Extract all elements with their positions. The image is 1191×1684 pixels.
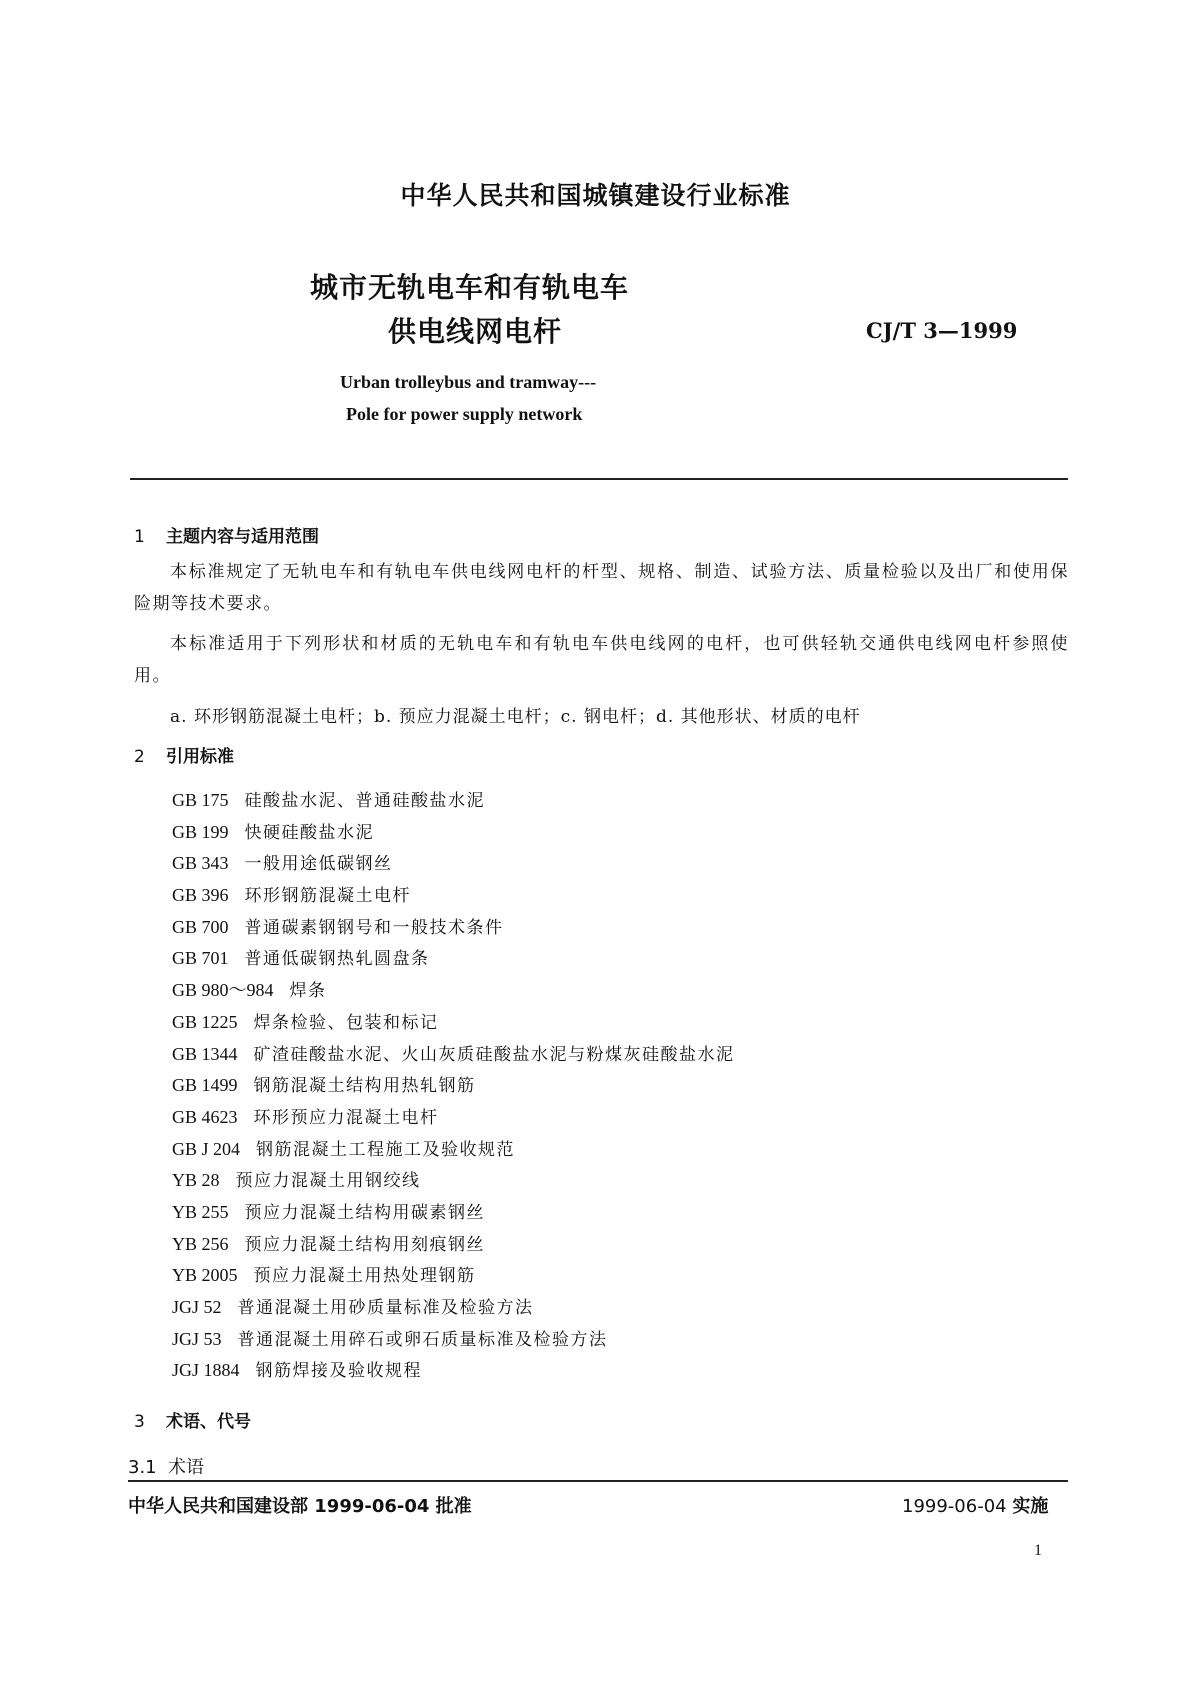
list-item <box>172 1230 735 1262</box>
list-item <box>172 818 735 850</box>
title-line-2: 供电线网电杆 <box>388 315 563 348</box>
ref-title: 焊条检验、包装和标记 <box>253 1012 439 1033</box>
ref-code: YB 28 <box>172 1170 220 1191</box>
section-3-title: 术语、代号 <box>166 1412 251 1432</box>
ref-title: 钢筋混凝土结构用热轧钢筋 <box>253 1076 476 1097</box>
list-item <box>172 1261 735 1293</box>
ref-title: 预应力混凝土结构用碳素钢丝 <box>244 1202 486 1223</box>
ref-code: GB 980～984 <box>172 980 274 1001</box>
ref-code: GB 701 <box>172 948 229 969</box>
list-item <box>172 1356 735 1388</box>
ref-code: GB 396 <box>172 885 229 906</box>
ref-title: 一般用途低碳钢丝 <box>244 854 393 875</box>
ref-title: 环形钢筋混凝土电杆 <box>244 886 412 907</box>
list-item <box>172 786 735 818</box>
section-1-pole-types: a. 环形钢筋混凝土电杆；b. 预应力混凝土电杆；c. 钢电杆；d. 其他形状、材质的电杆 <box>170 707 861 727</box>
ref-code: JGJ 1884 <box>172 1360 240 1381</box>
ref-code: GB 343 <box>172 853 229 874</box>
list-item <box>172 1135 735 1167</box>
list-item <box>172 849 735 881</box>
list-item <box>172 944 735 976</box>
ref-code: GB 1225 <box>172 1011 238 1032</box>
ref-code: YB 2005 <box>172 1265 238 1286</box>
ref-code: GB 1344 <box>172 1043 238 1064</box>
english-title-line-1: Urban trolleybus and tramway--- <box>340 372 597 392</box>
section-2-heading <box>134 742 234 767</box>
ref-title: 钢筋焊接及验收规程 <box>255 1361 423 1382</box>
ref-code: YB 255 <box>172 1201 229 1222</box>
section-3-heading <box>134 1407 251 1432</box>
ref-code: GB 199 <box>172 821 229 842</box>
subsection-3-1 <box>128 1453 204 1479</box>
ref-code: JGJ 53 <box>172 1328 222 1349</box>
list-item <box>172 1293 735 1325</box>
section-1-number: 1 <box>134 527 145 547</box>
section-1-title: 主题内容与适用范围 <box>166 527 319 547</box>
subsection-3-1-title: 术语 <box>168 1457 204 1478</box>
list-item <box>172 1166 735 1198</box>
ref-code: GB 175 <box>172 790 229 810</box>
subsection-3-1-number: 3.1 <box>128 1457 157 1478</box>
ref-title: 预应力混凝土用钢绞线 <box>235 1171 421 1192</box>
footer-divider <box>128 1480 1068 1482</box>
section-2-number: 2 <box>134 747 145 767</box>
ref-title: 环形预应力混凝土电杆 <box>253 1107 439 1128</box>
ref-title: 普通混凝土用砂质量标准及检验方法 <box>237 1298 534 1318</box>
ref-code: YB 256 <box>172 1233 229 1254</box>
list-item <box>172 1008 735 1040</box>
page-number: 1 <box>1034 1542 1042 1559</box>
standard-code: CJ/T 3—1999 <box>866 318 1018 343</box>
list-item <box>172 881 735 913</box>
list-item <box>172 1071 735 1103</box>
ref-code: JGJ 52 <box>172 1297 222 1317</box>
section-2-title: 引用标准 <box>166 747 234 767</box>
ref-title: 普通混凝土用碎石或卵石质量标准及检验方法 <box>237 1329 608 1350</box>
reference-standards-list <box>172 786 735 1388</box>
ref-title: 焊条 <box>289 981 327 1002</box>
ref-title: 预应力混凝土用热处理钢筋 <box>253 1266 476 1287</box>
issuer-heading: 中华人民共和国城镇建设行业标准 <box>400 181 791 210</box>
ref-title: 钢筋混凝土工程施工及验收规范 <box>256 1139 516 1160</box>
ref-code: GB 700 <box>172 916 229 937</box>
list-item <box>172 976 735 1008</box>
effective-date: 1999-06-04 <box>902 1496 1007 1517</box>
english-title-line-2: Pole for power supply network <box>346 404 583 424</box>
list-item <box>172 1103 735 1135</box>
ref-title: 矿渣硅酸盐水泥、火山灰质硅酸盐水泥与粉煤灰硅酸盐水泥 <box>253 1044 735 1065</box>
ref-title: 普通低碳钢热轧圆盘条 <box>244 949 430 970</box>
title-line-1: 城市无轨电车和有轨电车 <box>310 271 630 304</box>
ref-code: GB J 204 <box>172 1138 241 1159</box>
section-1-paragraph-1: 本标准规定了无轨电车和有轨电车供电线网电杆的杆型、规格、制造、试验方法、质量检验以及出厂和使用保险期等技术要求。 <box>134 562 1069 614</box>
list-item <box>172 1325 735 1357</box>
effective-statement <box>902 1492 1048 1518</box>
effective-label: 实施 <box>1012 1496 1049 1517</box>
list-item <box>172 913 735 945</box>
approval-statement: 中华人民共和国建设部 1999-06-04 批准 <box>128 1496 472 1517</box>
ref-title: 预应力混凝土结构用刻痕钢丝 <box>244 1234 486 1255</box>
ref-code: GB 1499 <box>172 1075 238 1096</box>
section-1-paragraph-2: 本标准适用于下列形状和材质的无轨电车和有轨电车供电线网的电杆，也可供轻轨交通供电线网电杆参照使用。 <box>134 634 1069 686</box>
section-1-heading <box>134 522 319 547</box>
ref-title: 快硬硅酸盐水泥 <box>244 822 375 843</box>
ref-title: 普通碳素钢钢号和一般技术条件 <box>244 917 504 938</box>
header-divider <box>130 478 1068 480</box>
list-item <box>172 1198 735 1230</box>
list-item <box>172 1040 735 1072</box>
section-3-number: 3 <box>134 1412 145 1432</box>
ref-code: GB 4623 <box>172 1106 238 1127</box>
ref-title: 硅酸盐水泥、普通硅酸盐水泥 <box>244 791 486 811</box>
